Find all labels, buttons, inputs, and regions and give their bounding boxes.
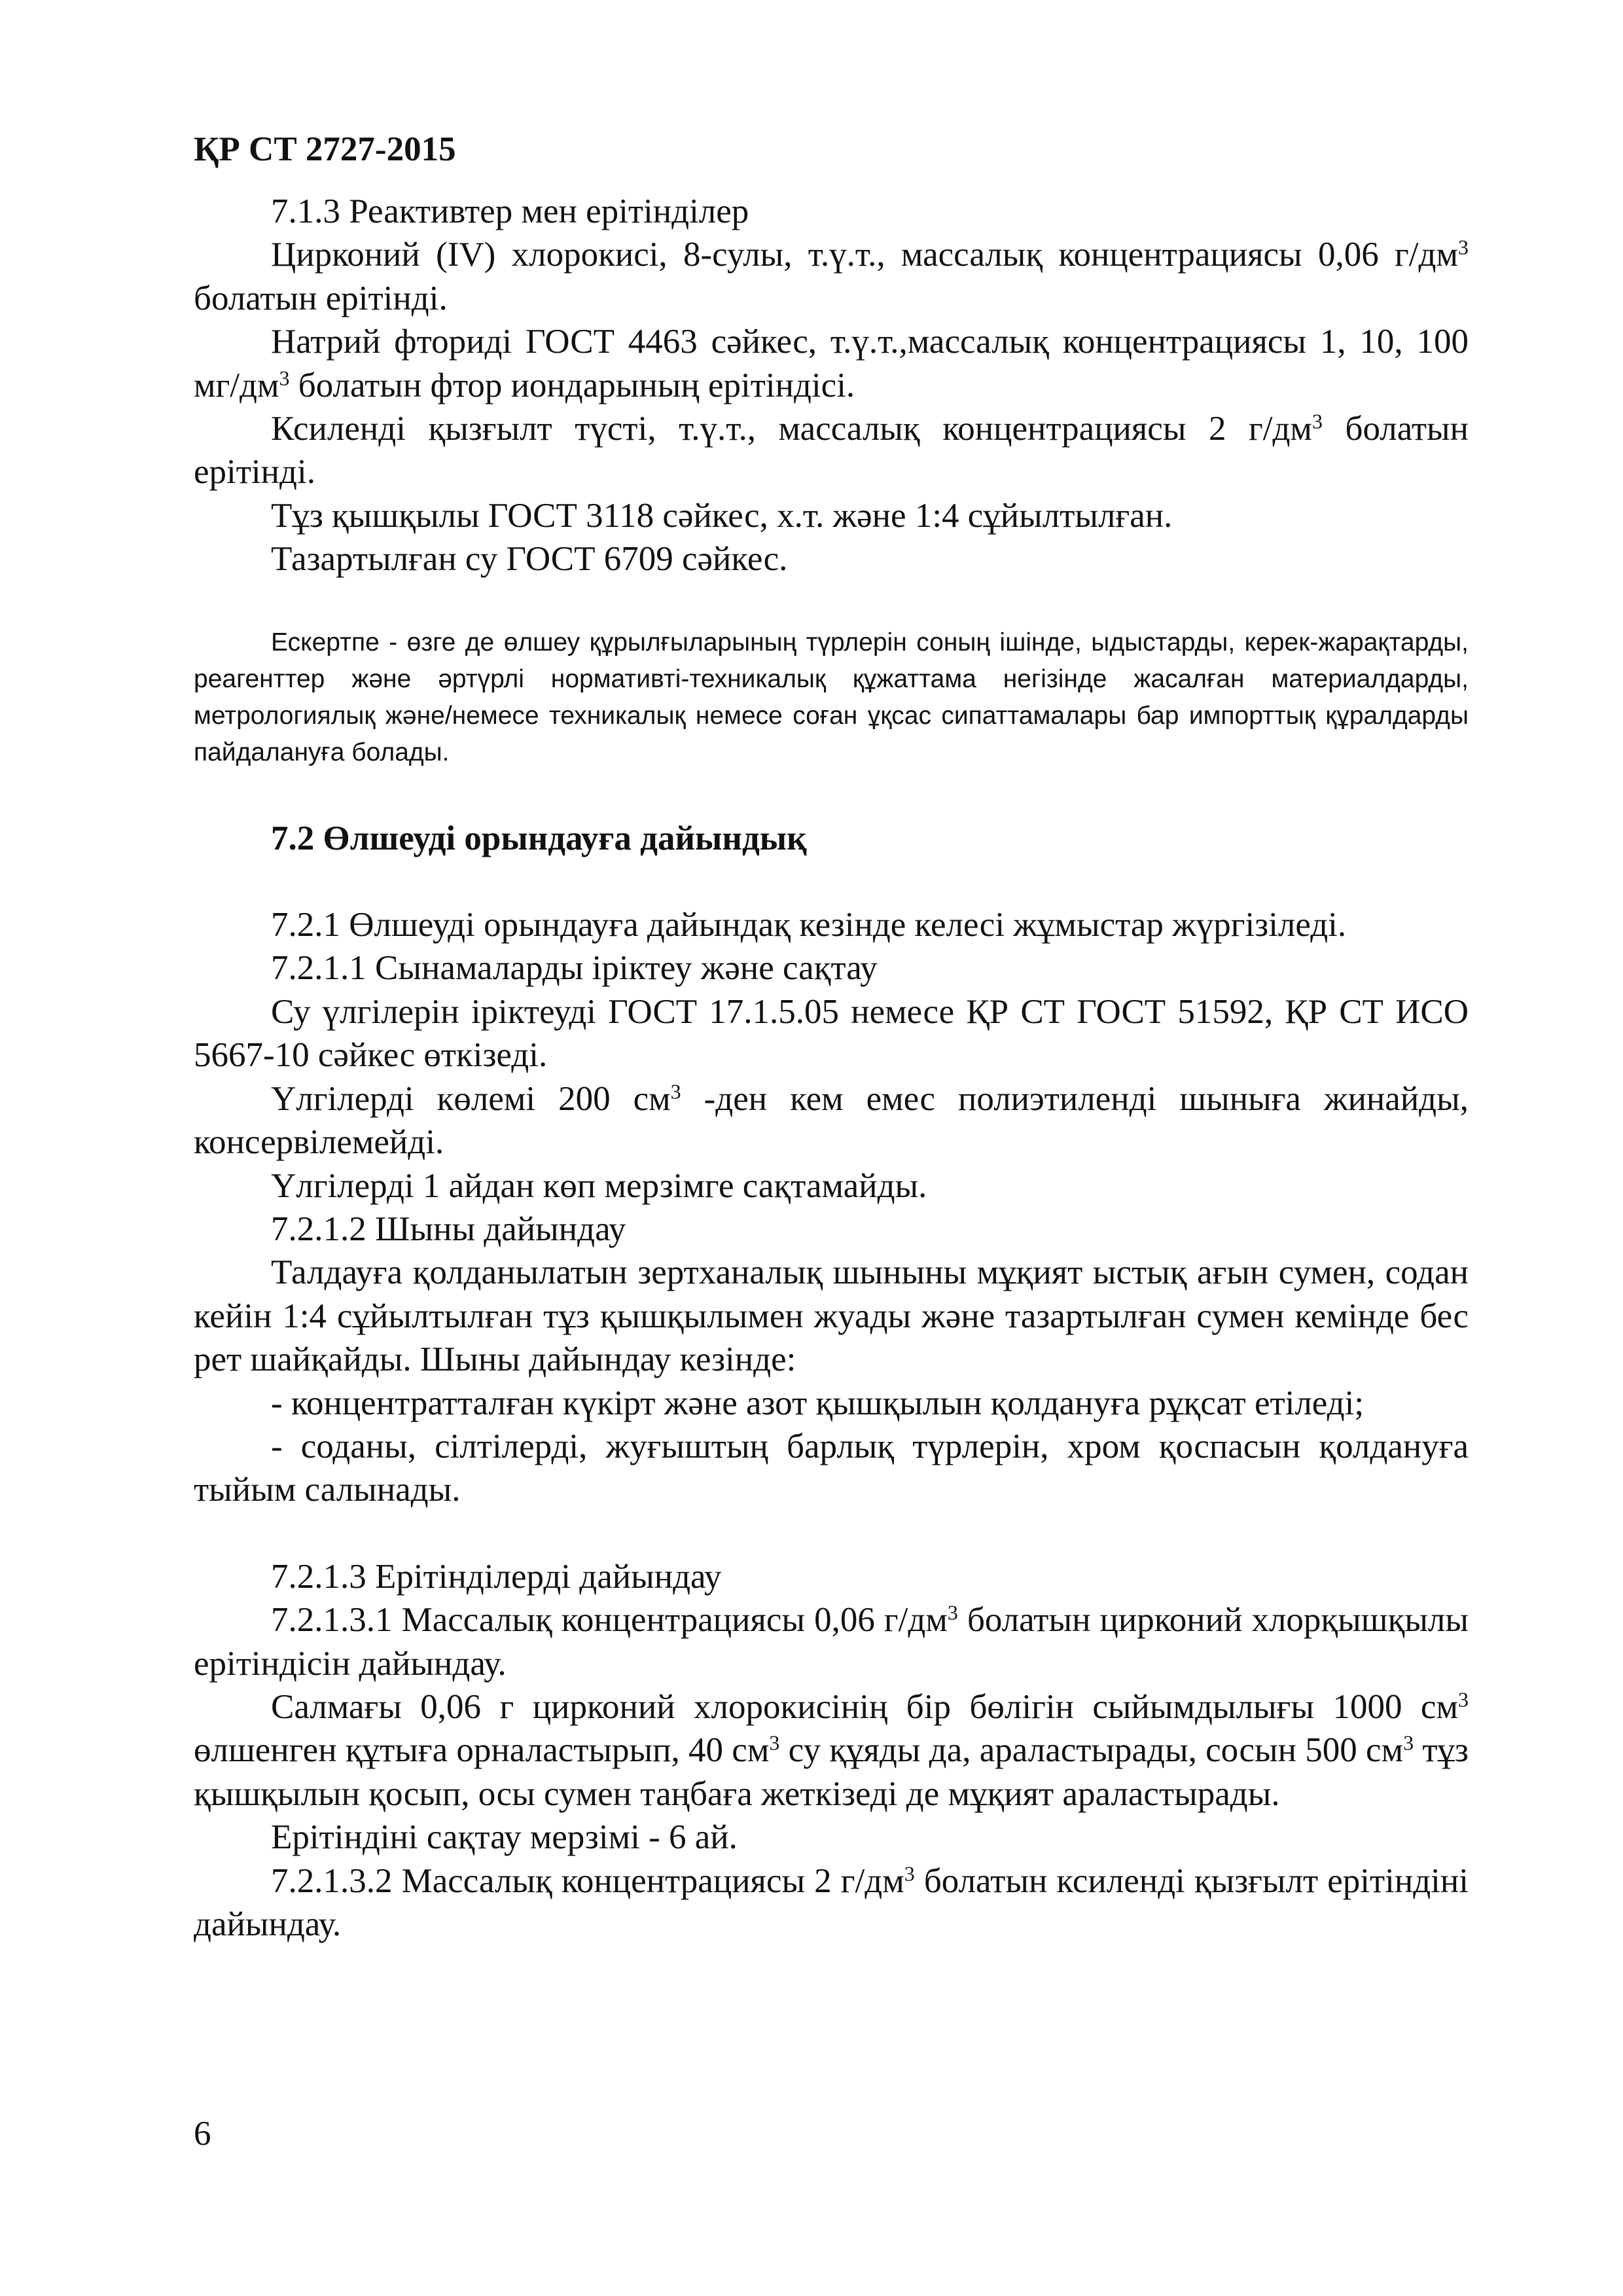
paragraph-7-2-1-3-2: 7.2.1.3.2 Массалық концентрациясы 2 $г/дм^3$ болатын ксиленді қызғылт ерітіндіні дайындау. (194, 1861, 1469, 1943)
glassware-paragraph: Талдауға қолданылатын зертханалық шыныны мұқият ыстық ағын сумен, содан кейін 1:4 сұйылтылған тұз қышқылымен жуады және тазартылған сумен кемінде бес рет шайқайды. Шыны дайындау кезінде: (194, 1253, 1469, 1379)
reagent-xylenol: Ксиленді қызғылт түсті, т.ү.т., массалық концентрациясы 2 $г/дм^3$ болатын ерітінді. (194, 409, 1469, 492)
shelf-life-paragraph: Ерітіндіні сақтау мерзімі - 6 ай. (271, 1818, 738, 1857)
page-number: 6 (194, 2115, 211, 2153)
reagents-heading: 7.1.3 Реактивтер мен ерітінділер (271, 192, 749, 230)
paragraph-7-2-1-3: 7.2.1.3 Ерітінділерді дайындау (271, 1557, 722, 1596)
preparation-paragraph: Салмағы 0,06 г цирконий хлорокисінің бір бөлігін сыйымдылығы 1000 $см^3$ өлшенген құтыға орналастырып, 40 $см^3$ су құяды да, араластырады, сосын 500 $см^3$ тұз қышқылын қосып, осы сумен таңбаға жеткізеді де мұқият араластырады. (194, 1687, 1469, 1813)
note-paragraph: Ескертпе - өзге де өлшеу құрылғыларының түрлерін соның ішінде, ыдыстарды, керек-жарақтарды, реагенттер және әртүрлі нормативті-техникалық құжаттама негізінде жасалған материалдарды, метрологиялық және/немесе техникалық немесе соған ұқсас сипаттамалары бар импорттық құралдарды пайдалануға болады. (194, 628, 1469, 766)
reagent-sodium-fluoride: Натрий фториді ГОСТ 4463 сәйкес, т.ү.т.,массалық концентрациясы 1, 10, 100 $мг/дм^3$ болатын фтор иондарының ерітіндісі. (194, 323, 1469, 404)
paragraph-7-2-1-1: 7.2.1.1 Сынамаларды іріктеу және сақтау (271, 949, 878, 988)
list-item-allowed: - концентратталған күкірт және азот қышқылын қолдануға рұқсат етіледі; (271, 1384, 1364, 1422)
reagent-distilled-water: Тазартылған су ГОСТ 6709 сәйкес. (271, 540, 788, 579)
sample-storage-paragraph: Үлгілерді 1 айдан көп мерзімге сақтамайды. (271, 1166, 927, 1205)
section-title-7-2: 7.2 Өлшеуді орындауға дайындық (271, 819, 807, 857)
list-item-forbidden: - соданы, сілтілерді, жуғыштың барлық түрлерін, хром қоспасын қолдануға тыйым салынады. (194, 1427, 1469, 1509)
paragraph-7-2-1: 7.2.1 Өлшеуді орындауға дайындақ кезінде келесі жұмыстар жүргізіледі. (271, 906, 1347, 944)
paragraph-7-2-1-3-1: 7.2.1.3.1 Массалық концентрациясы 0,06 $г/дм^3$ болатын цирконий хлорқышқылы ерітіндісін дайындау. (194, 1600, 1469, 1683)
reagent-zirconium: Цирконий (IV) хлорокисі, 8-сулы, т.ү.т., массалық концентрациясы 0,06 $г/дм^3$ болатын ерітінді. (194, 235, 1469, 317)
page-body (194, 190, 1469, 1946)
sampling-paragraph: Су үлгілерін іріктеуді ГОСТ 17.1.5.05 немесе ҚР СТ ГОСТ 51592, ҚР СТ ИСО 5667-10 сәйкес өткізеді. (194, 992, 1469, 1075)
standard-code-header: ҚР СТ 2727-2015 (194, 130, 456, 168)
reagent-hydrochloric-acid: Тұз қышқылы ГОСТ 3118 сәйкес, х.т. және 1:4 сұйылтылған. (271, 496, 1173, 535)
paragraph-7-2-1-2: 7.2.1.2 Шыны дайындау (271, 1210, 626, 1248)
sample-volume-paragraph: Үлгілерді көлемі 200 $см^3$ -ден кем емес полиэтиленді шыныға жинайды, консервілемейді. (194, 1079, 1469, 1162)
